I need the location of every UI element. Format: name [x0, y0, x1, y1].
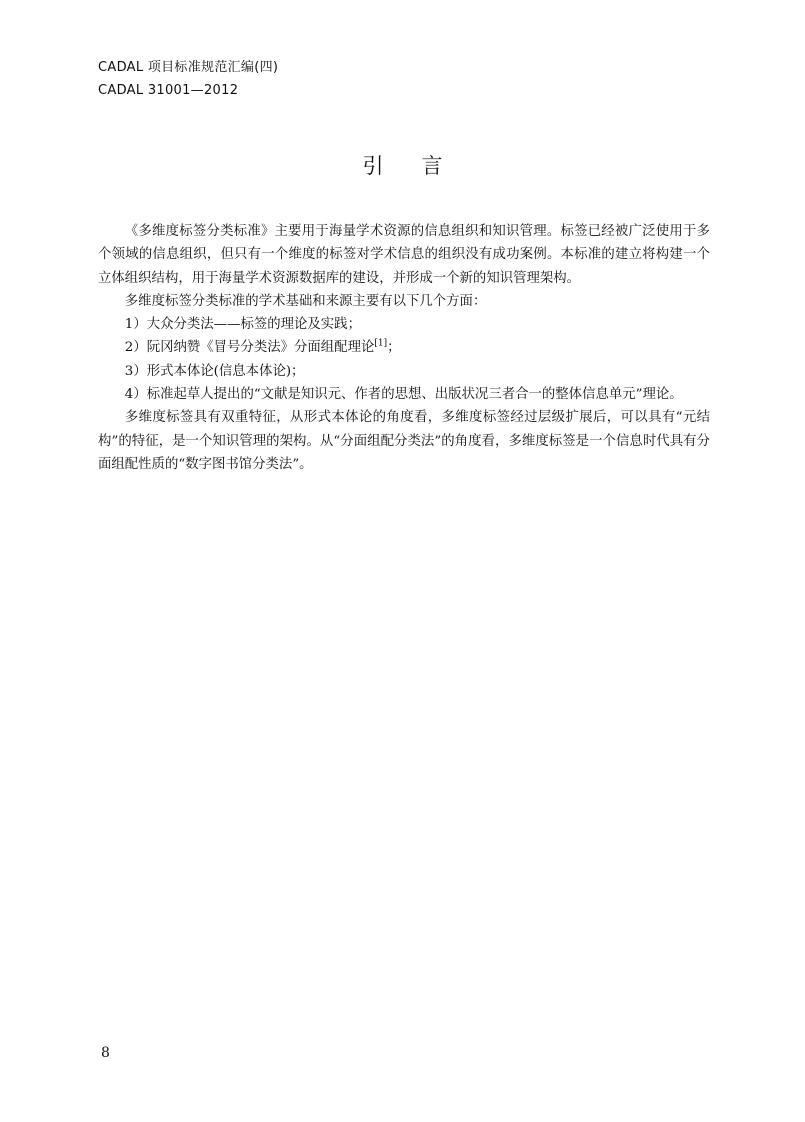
standard-code: CADAL 31001—2012 [98, 83, 239, 98]
list-item-4: 4）标准起草人提出的“文献是知识元、作者的思想、出版状况三者合一的整体信息单元”理论。 [124, 387, 683, 403]
list-item-2-end: ； [387, 340, 401, 356]
section-title: 引言 [362, 154, 481, 178]
collection-title: CADAL 项目标准规范汇编(四) [98, 60, 279, 75]
citation-mark: [1] [374, 339, 388, 350]
list-item-3: 3）形式本体论(信息本体论)； [124, 363, 305, 379]
page-number: 8 [101, 1045, 110, 1061]
body-text [98, 220, 710, 476]
list-item-2-text: 2）阮冈纳赞《冒号分类法》分面组配理论 [124, 340, 375, 356]
list-item-2 [98, 336, 710, 359]
paragraph-intro: 《多维度标签分类标准》主要用于海量学术资源的信息组织和知识管理。标签已经被广泛使用于多个领域的信息组织，但只有一个维度的标签对学术信息的组织没有成功案例。本标准的建立将构建一个立体组织结构，用于海量学术资源数据库的建设，并形成一个新的知识管理架构。 [98, 224, 710, 286]
running-header [98, 56, 278, 102]
list-item-1: 1）大众分类法——标签的理论及实践； [124, 317, 361, 333]
paragraph-conclusion: 多维度标签具有双重特征，从形式本体论的角度看，多维度标签经过层级扩展后，可以具有“元结构”的特征，是一个知识管理的架构。从“分面组配分类法”的角度看，多维度标签是一个信息时代具有分面组配性质的“数字图书馆分类法”。 [98, 410, 710, 472]
paragraph-sources-lead: 多维度标签分类标准的学术基础和来源主要有以下几个方面： [124, 293, 487, 309]
